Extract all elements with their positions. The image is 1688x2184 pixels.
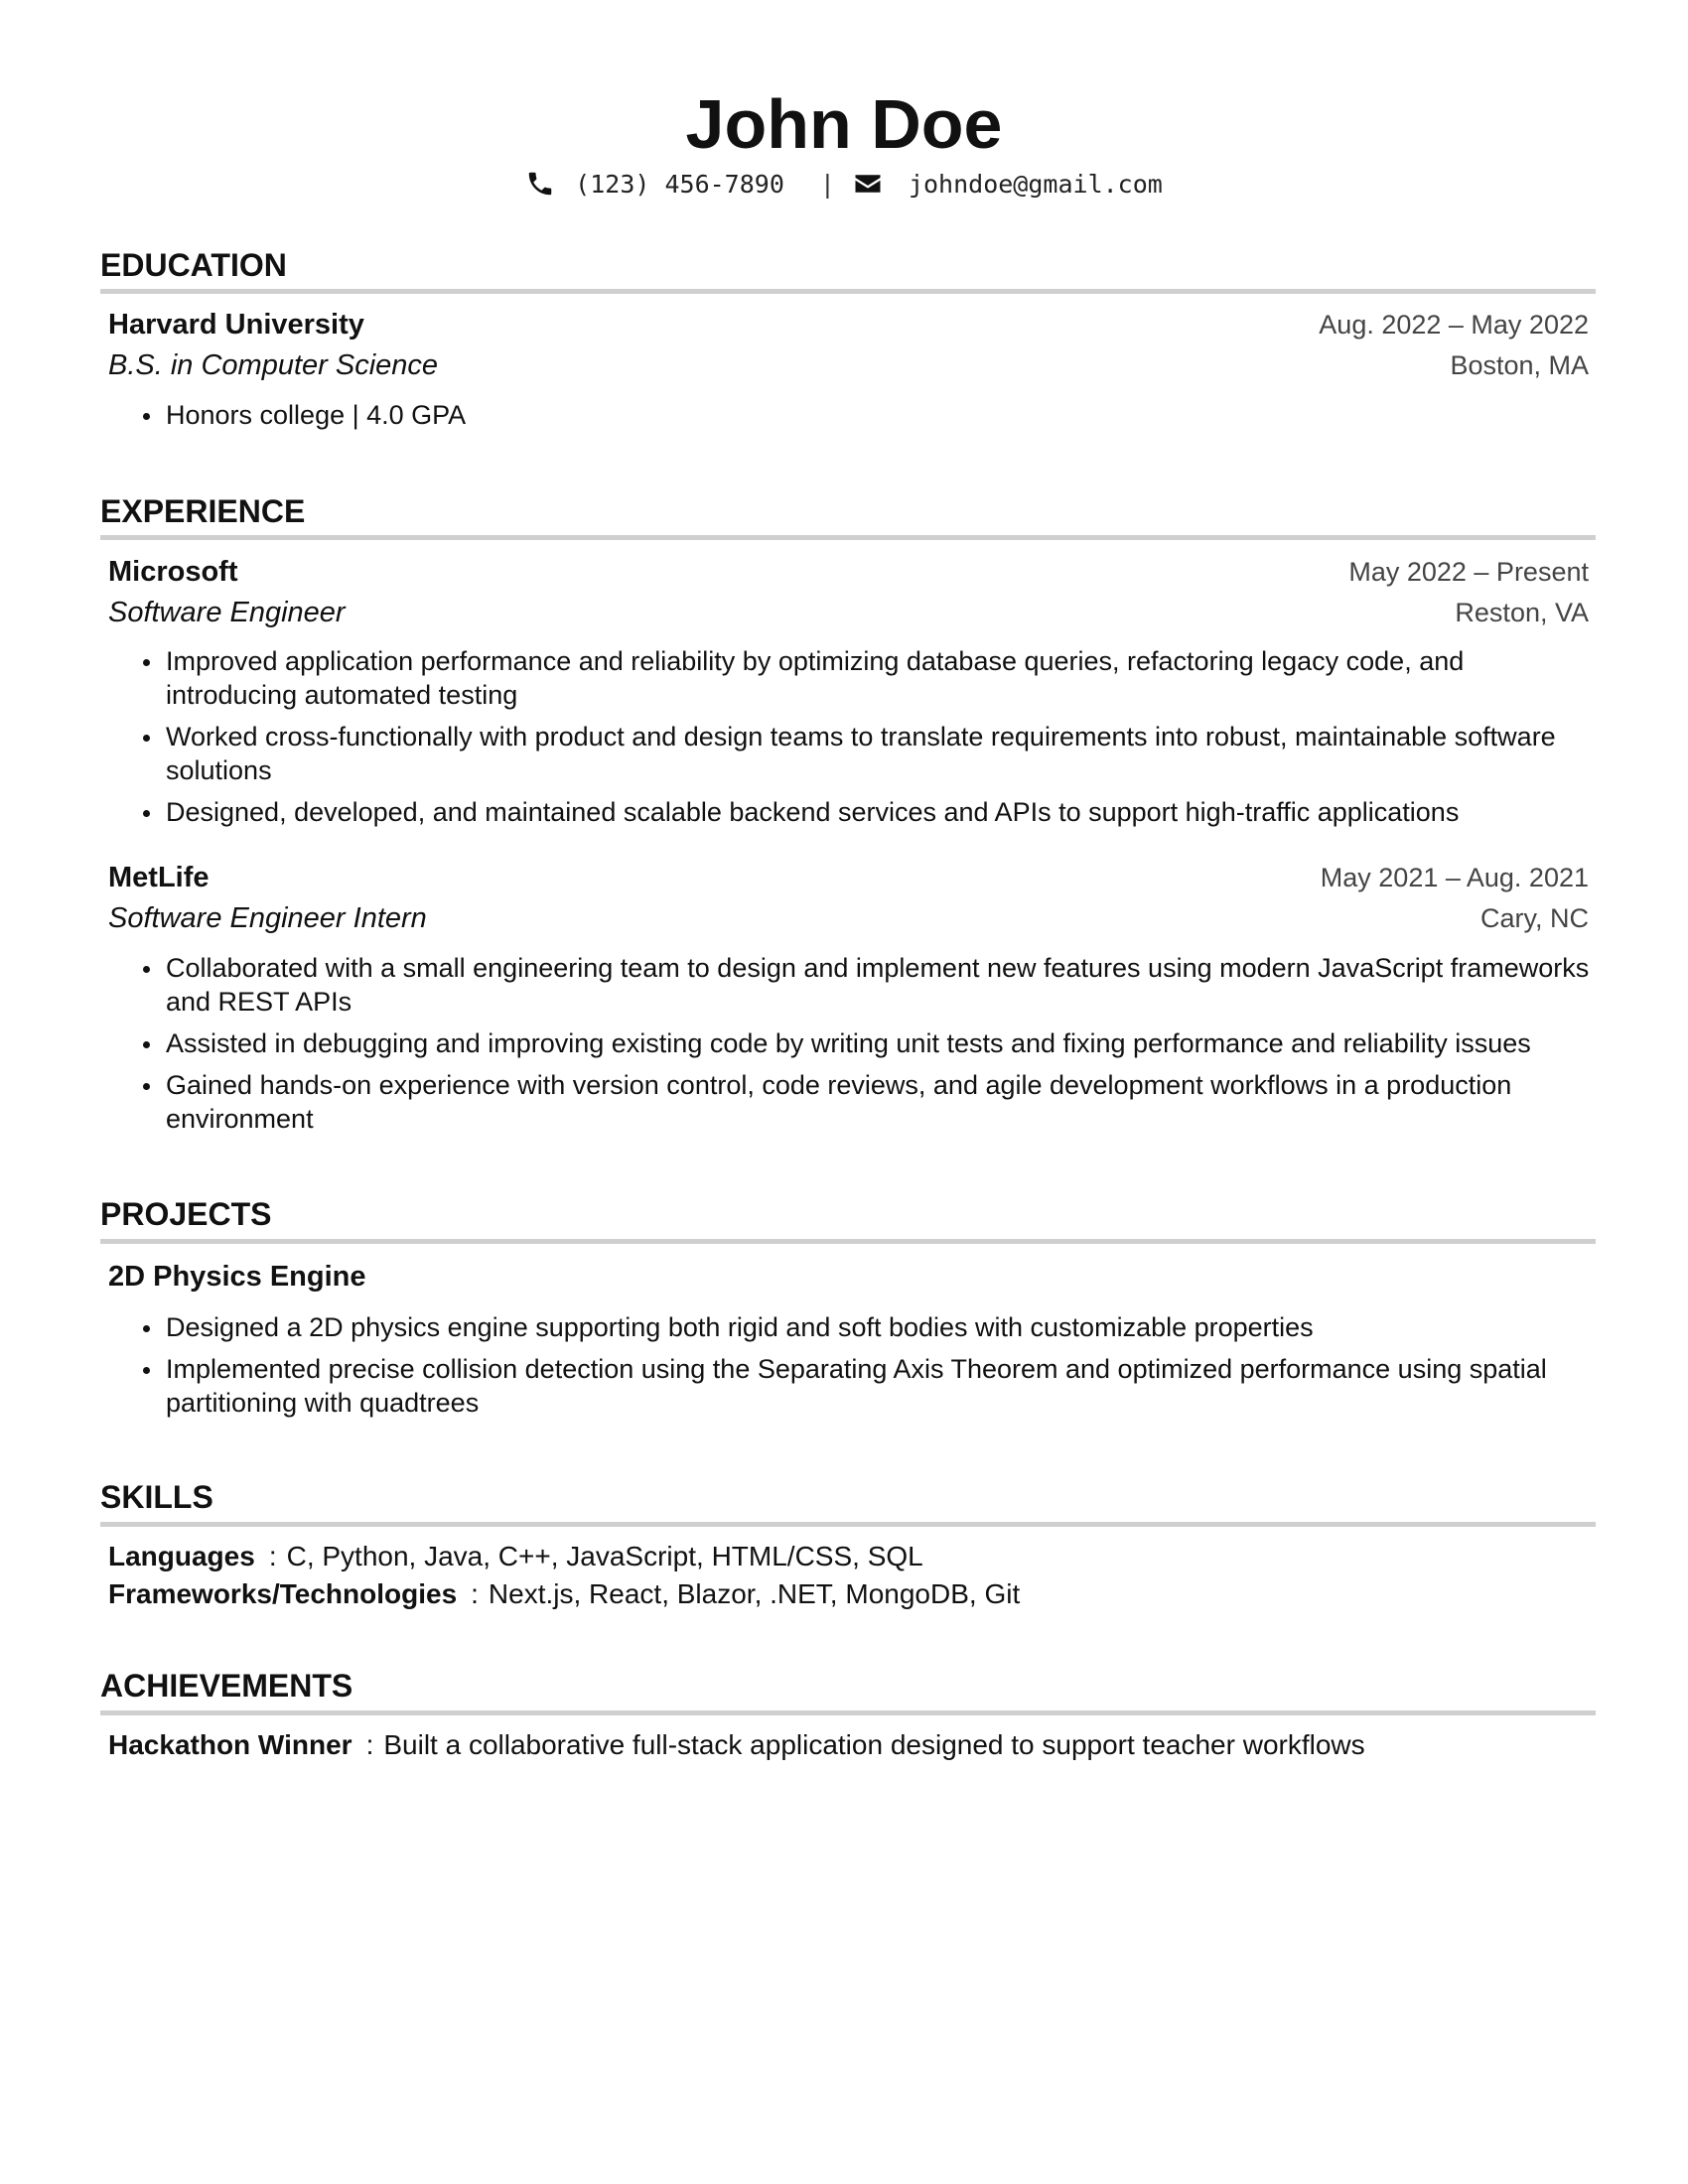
experience-location: Cary, NC [1479, 903, 1589, 933]
project-bullets [108, 1310, 1598, 1428]
company-name: MetLife [108, 862, 210, 893]
list-item: Assisted in debugging and improving existing code by writing unit tests and fixing performance and reliability issues [108, 1026, 1598, 1060]
email-address[interactable]: johndoe@gmail.com [908, 169, 1163, 199]
achievement-value: Built a collaborative full-stack application designed to support teacher workflows [383, 1729, 1365, 1760]
education-bullets [108, 398, 1598, 440]
section-divider [100, 535, 1596, 540]
section-title-education: EDUCATION [100, 247, 287, 283]
envelope-icon [853, 169, 883, 199]
section-title-experience: EXPERIENCE [100, 493, 306, 529]
degree: B.S. in Computer Science [108, 349, 439, 381]
experience-dates: May 2021 – Aug. 2021 [1320, 863, 1589, 892]
contact-line [0, 169, 1688, 199]
achievement-row: Hackathon Winner : Built a collaborative full-stack application designed to support teacher workflows [108, 1729, 1365, 1760]
experience-bullets [108, 644, 1598, 837]
project-name: 2D Physics Engine [108, 1261, 366, 1293]
section-title-skills: SKILLS [100, 1479, 213, 1515]
list-item: Worked cross-functionally with product and design teams to translate requirements into robust, maintainable software solutions [108, 720, 1598, 787]
section-divider [100, 1710, 1596, 1715]
school-name: Harvard University [108, 309, 364, 341]
skill-value: C, Python, Java, C++, JavaScript, HTML/CSS, SQL [286, 1541, 923, 1571]
list-item: Improved application performance and reliability by optimizing database queries, refactoring legacy code, and introducing automated testing [108, 644, 1598, 712]
list-item: Honors college | 4.0 GPA [108, 398, 1598, 432]
section-divider [100, 289, 1596, 294]
candidate-name: John Doe [685, 85, 1003, 163]
skills-row-frameworks: Frameworks/Technologies : Next.js, React, Blazor, .NET, MongoDB, Git [108, 1578, 1021, 1609]
job-title: Software Engineer [108, 597, 346, 628]
list-item: Implemented precise collision detection using the Separating Axis Theorem and optimized performance using spatial partitioning with quadtrees [108, 1352, 1598, 1420]
achievement-label: Hackathon Winner [108, 1729, 352, 1760]
skill-value: Next.js, React, Blazor, .NET, MongoDB, Git [488, 1578, 1021, 1609]
contact-separator: | [819, 169, 835, 199]
experience-bullets [108, 951, 1598, 1144]
experience-location: Reston, VA [1455, 598, 1589, 627]
section-title-achievements: ACHIEVEMENTS [100, 1668, 353, 1704]
job-title: Software Engineer Intern [108, 902, 427, 934]
education-dates: Aug. 2022 – May 2022 [1319, 310, 1589, 340]
education-location: Boston, MA [1450, 350, 1589, 380]
section-divider [100, 1239, 1596, 1244]
phone-number[interactable]: (123) 456-7890 [575, 169, 784, 199]
phone-icon [525, 169, 555, 199]
list-item: Designed a 2D physics engine supporting both rigid and soft bodies with customizable properties [108, 1310, 1598, 1344]
skills-row-languages: Languages : C, Python, Java, C++, JavaScript, HTML/CSS, SQL [108, 1541, 923, 1571]
section-divider [100, 1522, 1596, 1527]
skill-label: Frameworks/Technologies [108, 1578, 458, 1609]
skill-label: Languages [108, 1541, 255, 1571]
experience-dates: May 2022 – Present [1348, 557, 1589, 587]
section-title-projects: PROJECTS [100, 1196, 272, 1232]
list-item: Designed, developed, and maintained scalable backend services and APIs to support high-traffic applications [108, 795, 1598, 829]
company-name: Microsoft [108, 556, 238, 588]
list-item: Collaborated with a small engineering team to design and implement new features using modern JavaScript frameworks and REST APIs [108, 951, 1598, 1019]
list-item: Gained hands-on experience with version control, code reviews, and agile development workflows in a production environment [108, 1068, 1598, 1136]
